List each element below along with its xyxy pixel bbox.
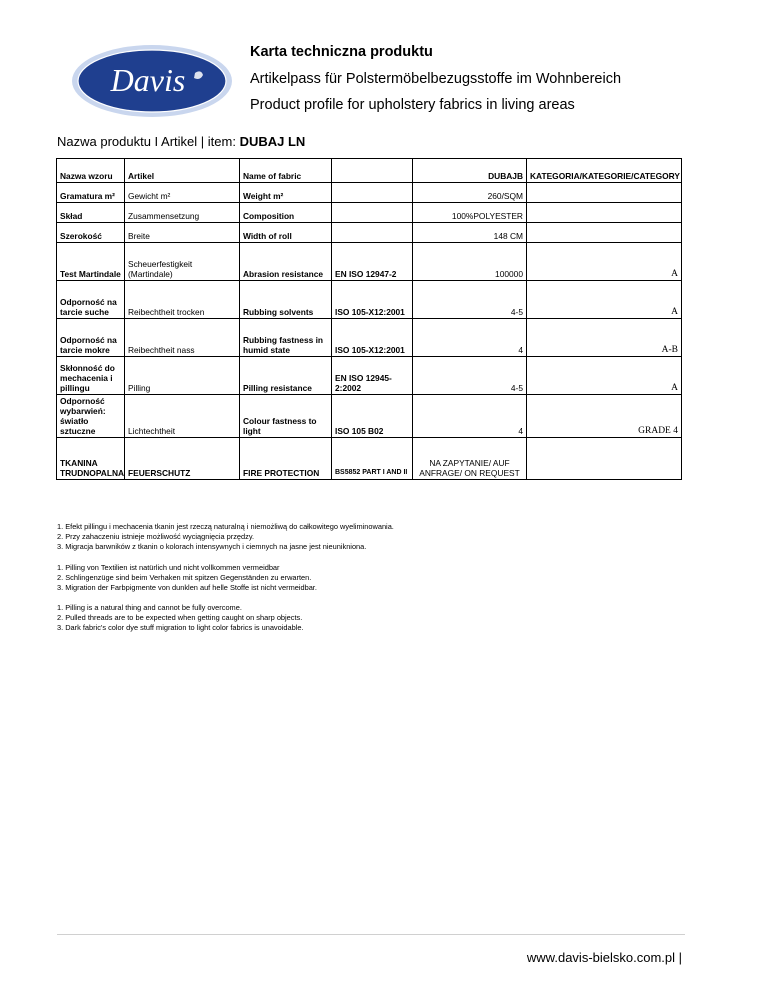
cell-category: A (527, 357, 682, 395)
table-row (57, 281, 682, 319)
cell-de: Pilling (125, 357, 240, 395)
table-row (57, 183, 682, 203)
cell-standard (332, 183, 413, 203)
cell-de: FEUERSCHUTZ (125, 438, 240, 480)
cell-en: Colour fastness to light (240, 395, 332, 438)
cell-value: 4 (413, 395, 527, 438)
note-line: 2. Przy zahaczeniu istnieje możliwość wyciągnięcia przędzy. (57, 532, 255, 541)
davis-logo (70, 43, 235, 120)
cell-pl: Odporność na tarcie mokre (57, 319, 125, 357)
cell-de: Artikel (125, 159, 240, 183)
subtitle-en: Product profile for upholstery fabrics in living areas (250, 97, 575, 113)
cell-de: Reibechtheit nass (125, 319, 240, 357)
cell-value: DUBAJB (413, 159, 527, 183)
note-line: 1. Efekt pillingu i mechacenia tkanin jest rzeczą naturalną i niemożliwą do całkowitego wyeliminowania. (57, 522, 394, 531)
note-line: 2. Schlingenzüge sind beim Verhaken mit spitzen Gegenständen zu erwarten. (57, 573, 312, 582)
cell-standard (332, 203, 413, 223)
table-row (57, 243, 682, 281)
cell-category: A-B (527, 319, 682, 357)
product-line (57, 134, 305, 149)
cell-category (527, 183, 682, 203)
cell-en: Name of fabric (240, 159, 332, 183)
cell-standard (332, 223, 413, 243)
subtitle-de: Artikelpass für Polstermöbelbezugsstoffe im Wohnbereich (250, 71, 622, 87)
cell-pl: Test Martindale (57, 243, 125, 281)
cell-value: 100%POLYESTER (413, 203, 527, 223)
cell-category (527, 438, 682, 480)
page-title: Karta techniczna produktu (250, 44, 433, 60)
cell-pl: Gramatura m² (57, 183, 125, 203)
notes-pl (57, 522, 394, 552)
cell-standard: EN ISO 12947-2 (332, 243, 413, 281)
cell-value: NA ZAPYTANIE/ AUF ANFRAGE/ ON REQUEST (413, 438, 527, 480)
note-line: 1. Pilling is a natural thing and cannot be fully overcome. (57, 603, 242, 612)
cell-value: 4-5 (413, 357, 527, 395)
table-row (57, 395, 682, 438)
note-line: 1. Pilling von Textilien ist natürlich und nicht vollkommen vermeidbar (57, 563, 280, 572)
spec-table (56, 158, 682, 480)
cell-standard: EN ISO 12945-2:2002 (332, 357, 413, 395)
cell-value: 4 (413, 319, 527, 357)
cell-de: Gewicht m² (125, 183, 240, 203)
cell-standard (332, 159, 413, 183)
cell-value: 4-5 (413, 281, 527, 319)
footer-divider (57, 934, 685, 935)
cell-en: Abrasion resistance (240, 243, 332, 281)
cell-pl: Odporność na tarcie suche (57, 281, 125, 319)
note-line: 3. Migracja barwników z tkanin o kolorach intensywnych i ciemnych na jasne jest nieunikniona. (57, 542, 367, 551)
table-row (57, 319, 682, 357)
cell-category: A (527, 281, 682, 319)
cell-en: Rubbing solvents (240, 281, 332, 319)
logo-text: Davis (110, 62, 186, 98)
cell-de: Reibechtheit trocken (125, 281, 240, 319)
note-line: 3. Dark fabric's color dye stuff migration to light color fabrics is unavoidable. (57, 623, 304, 632)
footer-url[interactable]: www.davis-bielsko.com.pl | (526, 950, 682, 965)
cell-en: Pilling resistance (240, 357, 332, 395)
cell-pl: Nazwa wzoru (57, 159, 125, 183)
notes-en (57, 603, 304, 633)
table-row (57, 159, 682, 183)
cell-category (527, 203, 682, 223)
table-row (57, 357, 682, 395)
table-row (57, 203, 682, 223)
cell-pl: Odporność wybarwień: światło sztuczne (57, 395, 125, 438)
cell-pl: Szerokość (57, 223, 125, 243)
cell-de: Breite (125, 223, 240, 243)
cell-standard: ISO 105-X12:2001 (332, 281, 413, 319)
cell-category: GRADE 4 (527, 395, 682, 438)
cell-en: Composition (240, 203, 332, 223)
table-row (57, 438, 682, 480)
note-line: 2. Pulled threads are to be expected when getting caught on sharp objects. (57, 613, 303, 622)
cell-en: Weight m² (240, 183, 332, 203)
cell-value: 260/SQM (413, 183, 527, 203)
cell-pl: Skłonność do mechacenia i pillingu (57, 357, 125, 395)
cell-category: KATEGORIA/KATEGORIE/CATEGORY (527, 159, 682, 183)
cell-category: A (527, 243, 682, 281)
header (250, 42, 621, 115)
cell-en: Rubbing fastness in humid state (240, 319, 332, 357)
cell-de: Lichtechtheit (125, 395, 240, 438)
cell-de: Zusammensetzung (125, 203, 240, 223)
cell-pl: TKANINA TRUDNOPALNA (57, 438, 125, 480)
cell-category (527, 223, 682, 243)
cell-value: 148 CM (413, 223, 527, 243)
cell-value: 100000 (413, 243, 527, 281)
cell-en: FIRE PROTECTION (240, 438, 332, 480)
product-name: DUBAJ LN (239, 134, 306, 149)
notes-de (57, 563, 317, 593)
cell-standard: ISO 105-X12:2001 (332, 319, 413, 357)
cell-pl: Skład (57, 203, 125, 223)
product-label: Nazwa produktu I Artikel | item: (57, 134, 236, 149)
cell-standard: BS5852 PART I AND II (332, 438, 413, 480)
cell-standard: ISO 105 B02 (332, 395, 413, 438)
cell-en: Width of roll (240, 223, 332, 243)
table-row (57, 223, 682, 243)
cell-de: Scheuerfestigkeit (Martindale) (125, 243, 240, 281)
note-line: 3. Migration der Farbpigmente von dunklen auf helle Stoffe ist nicht vermeidbar. (57, 583, 317, 592)
